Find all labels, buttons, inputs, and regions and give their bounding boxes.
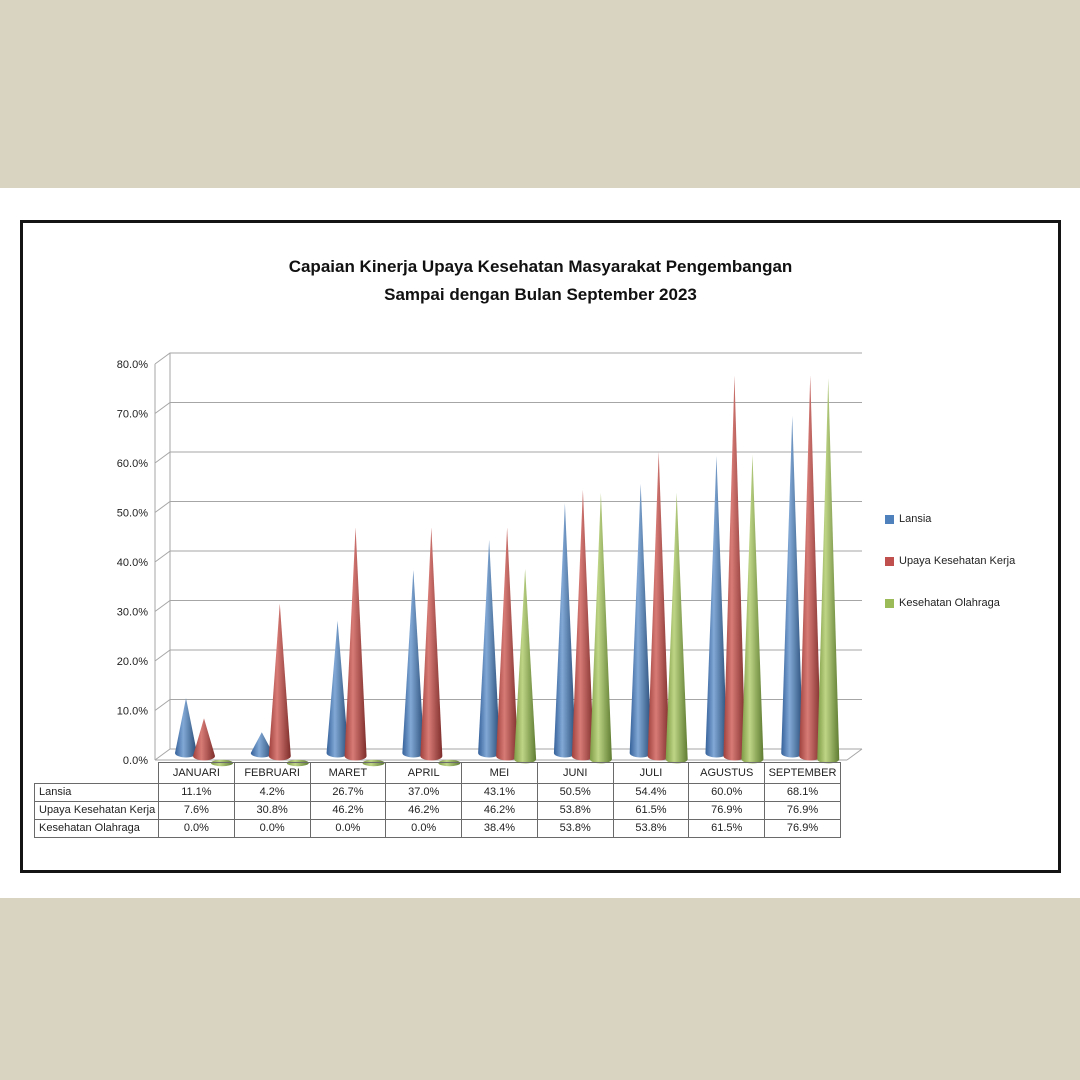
table-corner-cell [35,763,159,784]
table-cell: 53.8% [537,802,613,820]
ytick-label: 40.0% [116,557,148,569]
cone [345,527,367,760]
table-cell: 7.6% [159,802,235,820]
ytick-label: 60.0% [116,458,148,470]
cone [175,698,197,757]
cone [723,375,745,760]
table-cell: 76.9% [765,802,841,820]
legend-label-upaya-kesehatan-kerja: Upaya Kesehatan Kerja [899,555,1016,567]
table-cell: 61.5% [689,820,765,838]
legend-swatch-upaya-kesehatan-kerja-icon [885,557,894,566]
table-cell: 76.9% [765,820,841,838]
ytick-label: 50.0% [116,507,148,520]
data-table [34,762,841,838]
table-cell: 53.8% [613,820,689,838]
table-cell: 43.1% [462,784,538,802]
chart-title-line2: Sampai dengan Bulan September 2023 [384,285,697,304]
chart-title-line1: Capaian Kinerja Upaya Kesehatan Masyarakat Pengembangan [288,257,793,276]
cone [478,540,500,758]
legend-item-kesehatan-olahraga [885,596,1000,610]
table-cell: 4.2% [234,784,310,802]
table-month-header: FEBRUARI [234,763,310,784]
legend-item-lansia [885,512,931,526]
table-cell: 0.0% [386,820,462,838]
legend-swatch-lansia-icon [885,515,894,524]
cone [420,527,442,760]
table-cell: 68.1% [765,784,841,802]
table-cell: 60.0% [689,784,765,802]
table-row [35,820,841,838]
cone [648,452,670,761]
floor-right-edge [847,749,862,760]
legend-swatch-kesehatan-olahraga-icon [885,599,894,608]
cone [554,503,576,758]
grid-line [155,502,862,513]
cone [327,621,349,758]
legend-item-upaya-kesehatan-kerja [885,554,1015,568]
cone [269,604,291,761]
ytick-label: 20.0% [116,656,148,668]
cone [817,378,839,763]
table-cell: 46.2% [462,802,538,820]
ytick-label: 80.0% [116,359,148,371]
cone [572,490,594,761]
legend-label-lansia: Lansia [899,513,932,525]
table-row-header: Lansia [35,784,159,802]
cone [193,718,215,760]
grid-line [155,452,862,463]
chart-frame [20,220,1061,873]
grid-line [155,353,862,364]
ytick-label: 70.0% [116,408,148,421]
table-month-header: AGUSTUS [689,763,765,784]
table-cell: 38.4% [462,820,538,838]
table-cell: 61.5% [613,802,689,820]
table-month-header: JANUARI [159,763,235,784]
table-row [35,784,841,802]
cone [402,570,424,758]
bottom-margin-band [0,898,1080,1080]
table-cell: 46.2% [310,802,386,820]
ytick-label: 10.0% [116,705,148,718]
legend-label-kesehatan-olahraga: Kesehatan Olahraga [899,597,1000,609]
cone [799,375,821,760]
table-month-header: APRIL [386,763,462,784]
table-row [35,802,841,820]
cone [496,527,518,760]
table-cell: 0.0% [234,820,310,838]
table-month-row [35,763,841,784]
table-cell: 46.2% [386,802,462,820]
table-cell: 0.0% [310,820,386,838]
table-cell: 37.0% [386,784,462,802]
table-cell: 50.5% [537,784,613,802]
table-month-header: JULI [613,763,689,784]
cone [741,455,763,764]
table-month-header: MARET [310,763,386,784]
top-margin-band [0,0,1080,188]
cone [514,569,536,764]
table-month-header: MEI [462,763,538,784]
cone [666,493,688,764]
ytick-label: 0.0% [122,755,148,767]
table-cell: 11.1% [159,784,235,802]
table-cell: 76.9% [689,802,765,820]
cone [781,416,803,758]
table-cell: 30.8% [234,802,310,820]
cone [590,493,612,764]
table-row-header: Upaya Kesehatan Kerja [35,802,159,820]
table-cell: 0.0% [159,820,235,838]
table-cell: 54.4% [613,784,689,802]
grid-line [155,403,862,414]
ytick-label: 30.0% [116,606,148,619]
table-cell: 26.7% [310,784,386,802]
cone [630,484,652,758]
table-cell: 53.8% [537,820,613,838]
table-month-header: SEPTEMBER [765,763,841,784]
table-month-header: JUNI [537,763,613,784]
table-row-header: Kesehatan Olahraga [35,820,159,838]
